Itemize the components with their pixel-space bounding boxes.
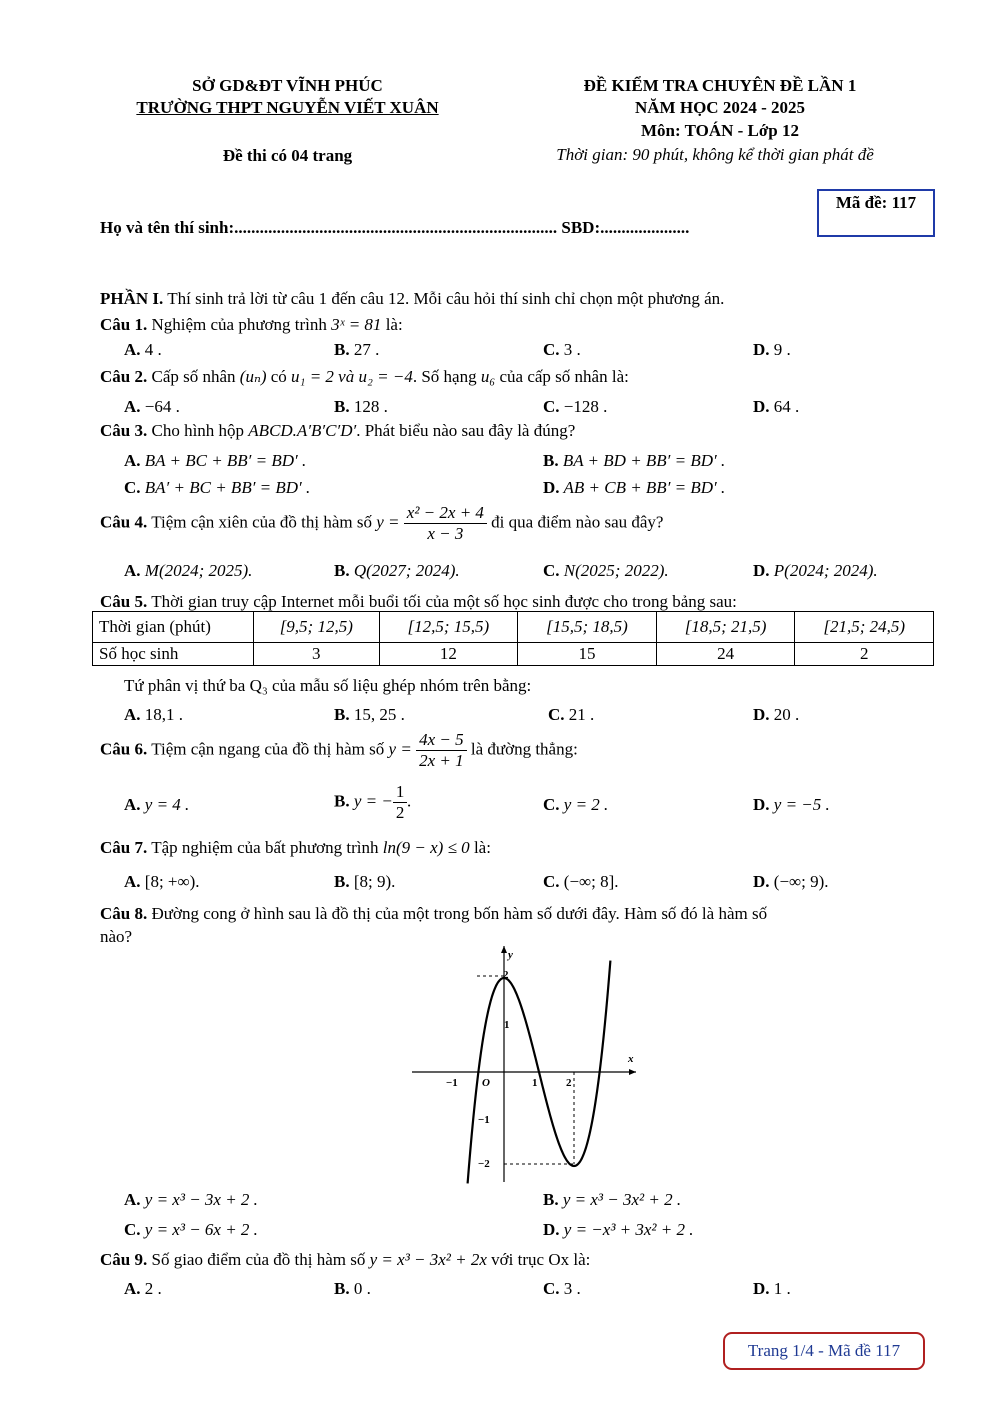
page-footer: Trang 1/4 - Mã đề 117 [723, 1332, 925, 1370]
question-5 [100, 592, 737, 612]
option-a[interactable]: A. BA + BC + BB′ = BD′ . [124, 451, 307, 470]
function-y: y = [388, 739, 412, 759]
question-text: đi qua điểm nào sau đây? [491, 512, 664, 532]
option-a[interactable]: A. M(2024; 2025). [124, 561, 253, 580]
option-b[interactable]: B. 15, 25 . [334, 705, 405, 724]
option-b[interactable]: B. 27 . [334, 340, 380, 359]
question-text: có [270, 367, 287, 386]
subject: Môn: TOÁN - Lớp 12 [640, 121, 800, 140]
option-c[interactable]: C. y = 2 . [543, 795, 609, 814]
question-text: Tập nghiệm của bất phương trình [151, 838, 379, 857]
tick-y-2: 2 [503, 969, 509, 981]
table-cell: 3 [254, 643, 380, 666]
table-row [93, 643, 934, 666]
school-dept: SỞ GD&ĐT VĨNH PHÚC [192, 76, 383, 95]
question-text: Cấp số nhân [151, 367, 236, 386]
option-b[interactable]: B. 128 . [334, 397, 388, 416]
question-label: Câu 6. [100, 739, 148, 759]
question-5-prompt: Tứ phân vị thứ ba Q₃ của mẫu số liệu ghép nhóm trên bằng: [124, 676, 532, 695]
tick-x-neg1: −1 [446, 1077, 458, 1089]
table-cell: [9,5; 12,5) [254, 612, 380, 643]
solid-name: ABCD.A′B′C′D′ [248, 421, 357, 440]
option-a[interactable]: A. [8; +∞). [124, 872, 200, 891]
question-text: . Số hạng [412, 367, 477, 386]
option-a[interactable]: A. 2 . [124, 1279, 162, 1298]
question-label: Câu 4. [100, 512, 148, 532]
exam-code: Mã đề: 117 [835, 193, 917, 212]
question-3 [100, 421, 575, 441]
option-d[interactable]: D. P(2024; 2024). [753, 561, 878, 580]
part1-instruction [100, 289, 724, 309]
term: u₆ [480, 367, 496, 386]
question-text: Số giao điểm của đồ thị hàm số [151, 1250, 366, 1269]
option-d[interactable]: D. 64 . [753, 397, 800, 416]
question-text: Tiệm cận xiên của đồ thị hàm số [151, 512, 372, 532]
option-d[interactable]: D. 1 . [753, 1279, 791, 1298]
frequency-table [92, 611, 934, 666]
option-a[interactable]: A. 18,1 . [124, 705, 184, 724]
question-text: là: [385, 315, 403, 334]
table-cell: [12,5; 15,5) [379, 612, 518, 643]
option-b[interactable]: B. Q(2027; 2024). [334, 561, 460, 580]
question-1 [100, 315, 403, 335]
exam-code-box [817, 189, 935, 237]
function-y: y = [376, 512, 400, 532]
option-c[interactable]: C. 21 . [548, 705, 595, 724]
function-fraction: $\frac{\text{x² − 2x + 4}}{x - 3}$ [404, 503, 487, 544]
question-8 [100, 904, 767, 924]
question-text: Nghiệm của phương trình [151, 315, 327, 334]
question-text: . Phát biểu nào sau đây là đúng? [356, 421, 576, 440]
question-label: Câu 1. [100, 315, 148, 334]
option-a[interactable]: A. y = 4 . [124, 795, 190, 814]
equation: 3ˣ = 81 [331, 315, 382, 334]
tick-y-neg2: −2 [478, 1158, 490, 1170]
tick-y-1: 1 [504, 1019, 510, 1031]
question-text: là đường thẳng: [470, 739, 578, 759]
question-label: Câu 3. [100, 421, 148, 440]
table-cell: [18,5; 21,5) [656, 612, 795, 643]
option-c[interactable]: C. BA′ + BC + BB′ = BD′ . [124, 478, 311, 497]
table-cell: 24 [656, 643, 795, 666]
part1-title: PHẦN I. [100, 289, 164, 308]
part1-text: Thí sinh trả lời từ câu 1 đến câu 12. Mỗi câu hỏi thí sinh chỉ chọn một phương án. [167, 289, 725, 308]
option-d[interactable]: D. (−∞; 9). [753, 872, 829, 891]
table-cell: 12 [379, 643, 518, 666]
student-info-line: Họ và tên thí sinh:............................................................................ SBD:..................... [100, 218, 690, 237]
question-text: với trục Ox là: [491, 1250, 591, 1269]
question-label: Câu 9. [100, 1250, 148, 1269]
option-a[interactable]: A. −64 . [124, 397, 180, 416]
sequence: (uₙ) [239, 367, 267, 386]
option-b[interactable]: B. y = x³ − 3x² + 2 . [543, 1190, 682, 1209]
question-text: là: [473, 838, 491, 857]
option-c[interactable]: C. 3 . [543, 1279, 581, 1298]
tick-x-2: 2 [566, 1077, 572, 1089]
origin-label: O [482, 1077, 490, 1089]
option-d[interactable]: D. 9 . [753, 340, 791, 359]
option-b[interactable]: B. [8; 9). [334, 872, 396, 891]
question-text: Thời gian truy cập Internet mỗi buổi tối của một số học sinh được cho trong bảng sau: [151, 592, 737, 611]
question-label: Câu 2. [100, 367, 148, 386]
function-fraction: $\frac{4x - 5}{2x + 1}$ [416, 730, 467, 771]
inequality: ln(9 − x) ≤ 0 [382, 838, 470, 857]
table-cell: 15 [518, 643, 657, 666]
option-b[interactable]: B. 0 . [334, 1279, 371, 1298]
table-cell: [15,5; 18,5) [518, 612, 657, 643]
table-cell: 2 [795, 643, 934, 666]
exam-title: ĐỀ KIỂM TRA CHUYÊN ĐỀ LẦN 1 [583, 76, 857, 95]
option-c[interactable]: C. N(2025; 2022). [543, 561, 669, 580]
x-axis-label: x [628, 1053, 634, 1065]
option-d[interactable]: D. y = −x³ + 3x² + 2 . [543, 1220, 694, 1239]
question-label: Câu 8. [100, 904, 148, 923]
question-7 [100, 838, 491, 858]
option-a[interactable]: A. 4 . [124, 340, 162, 359]
table-header-cell: Thời gian (phút) [93, 612, 254, 643]
option-c[interactable]: C. −128 . [543, 397, 608, 416]
tick-y-neg1: −1 [478, 1114, 490, 1126]
question-8-cont: nào? [100, 927, 133, 946]
question-2 [100, 367, 629, 387]
option-b[interactable]: B. BA + BD + BB′ = BD′ . [543, 451, 726, 470]
question-4 [100, 503, 663, 544]
option-c[interactable]: C. (−∞; 8]. [543, 872, 619, 891]
question-text: Tiệm cận ngang của đồ thị hàm số [151, 739, 385, 759]
y-axis-label: y [508, 949, 513, 961]
table-header-cell: Số học sinh [93, 643, 254, 666]
question-label: Câu 7. [100, 838, 148, 857]
school-name: TRƯỜNG THPT NGUYỄN VIẾT XUÂN [136, 98, 439, 117]
question-label: Câu 5. [100, 592, 148, 611]
option-fraction: $\frac{1}{2}$ [393, 782, 408, 823]
function: y = x³ − 3x² + 2x [369, 1250, 487, 1269]
question-text: Đường cong ở hình sau là đồ thị của một trong bốn hàm số dưới đây. Hàm số đó là hàm số [151, 904, 768, 923]
time-limit: Thời gian: 90 phút, không kể thời gian phát đề [556, 145, 874, 164]
question-text: Cho hình hộp [151, 421, 245, 440]
tick-x-1: 1 [532, 1077, 538, 1089]
question-6 [100, 730, 578, 771]
option-d[interactable]: D. AB + CB + BB′ = BD′ . [543, 478, 726, 497]
page-count: Đề thi có 04 trang [222, 146, 353, 165]
cubic-graph [408, 944, 640, 1184]
option-b[interactable]: B. y = − $\frac{1}{2}$ . [334, 782, 412, 822]
option-c[interactable]: C. y = x³ − 6x + 2 . [124, 1220, 258, 1239]
table-row [93, 612, 934, 643]
school-year: NĂM HỌC 2024 - 2025 [635, 98, 805, 117]
question-text: của cấp số nhân là: [499, 367, 629, 386]
table-cell: [21,5; 24,5) [795, 612, 934, 643]
option-d[interactable]: D. 20 . [753, 705, 800, 724]
option-c[interactable]: C. 3 . [543, 340, 581, 359]
question-9 [100, 1250, 590, 1270]
option-a[interactable]: A. y = x³ − 3x + 2 . [124, 1190, 258, 1209]
option-d[interactable]: D. y = −5 . [753, 795, 830, 814]
terms: u₁ = 2 và u₂ = −4 [291, 367, 413, 386]
